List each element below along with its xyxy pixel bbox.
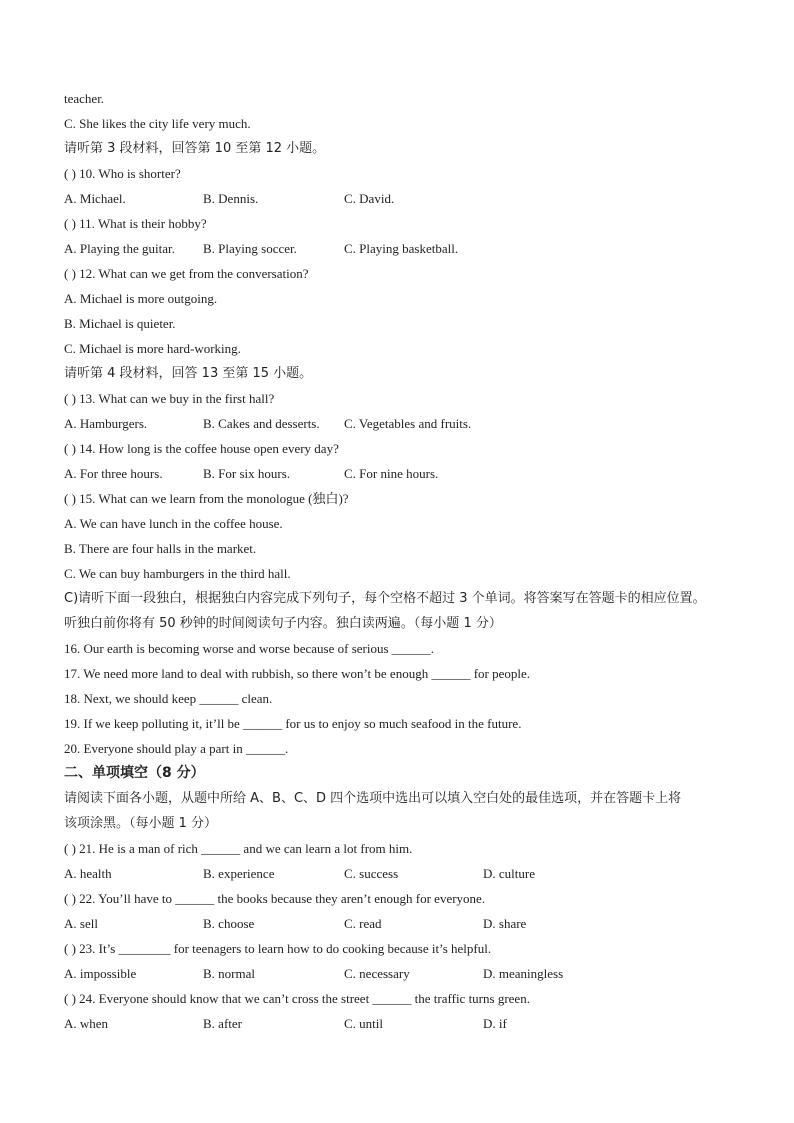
section-title: 二、单项填空（8 分） [64,765,205,781]
option-b: B. Playing soccer. [203,241,297,256]
option-b: B. normal [203,966,255,981]
option-a: A. For three hours. [64,466,163,481]
question-23: ( ) 23. It’s ________ for teenagers to learn how to do cooking because it’s helpful. [64,941,492,956]
question-20: 20. Everyone should play a part in ______. [64,741,289,756]
question-18: 18. Next, we should keep ______ clean. [64,691,273,706]
option-d: D. if [483,1016,507,1031]
option-a: A. impossible [64,966,137,981]
section-c-instruction: C)请听下面一段独白，根据独白内容完成下列句子，每个空格不超过 3 个单词。将答案写在答题卡的相应位置。 [64,591,706,606]
option-c: C. read [344,916,382,931]
option-c: C. David. [344,191,395,206]
option-a: A. sell [64,916,98,931]
option-c: C. success [344,866,399,881]
instruction-line: 请听第 3 段材料，回答第 10 至第 12 小题。 [64,141,326,156]
option-c: C. We can buy hamburgers in the third hall. [64,566,291,581]
question-16: 16. Our earth is becoming worse and worse because of serious ______. [64,641,435,656]
option-a: A. Hamburgers. [64,416,148,431]
option-c: C. necessary [344,966,410,981]
option-d: D. share [483,916,527,931]
question-14: ( ) 14. How long is the coffee house open every day? [64,441,339,456]
option-d: D. meaningless [483,966,564,981]
option-b: B. choose [203,916,255,931]
question-22: ( ) 22. You’ll have to ______ the books because they aren’t enough for everyone. [64,891,486,906]
option-c: C. Michael is more hard-working. [64,341,241,356]
question-13: ( ) 13. What can we buy in the first hall? [64,391,275,406]
option-c: C. until [344,1016,384,1031]
question-11: ( ) 11. What is their hobby? [64,216,207,231]
option-b: B. Cakes and desserts. [203,416,320,431]
option-b: B. For six hours. [203,466,291,481]
option-a: A. Michael. [64,191,126,206]
option-d: D. culture [483,866,535,881]
question-19: 19. If we keep polluting it, it’ll be ______ for us to enjoy so much seafood in the future. [64,716,522,731]
question-10: ( ) 10. Who is shorter? [64,166,181,181]
text-line: teacher. [64,91,105,106]
option-b: B. after [203,1016,242,1031]
question-15: ( ) 15. What can we learn from the monologue (独白)? [64,491,349,506]
option-a: A. when [64,1016,109,1031]
option-line: C. She likes the city life very much. [64,116,251,131]
option-b: B. experience [203,866,275,881]
question-17: 17. We need more land to deal with rubbish, so there won’t be enough ______ for people. [64,666,531,681]
option-a: A. We can have lunch in the coffee house. [64,516,283,531]
option-b: B. Michael is quieter. [64,316,176,331]
section-instruction: 该项涂黑。（每小题 1 分） [64,816,218,831]
option-c: C. Vegetables and fruits. [344,416,472,431]
instruction-line: 请听第 4 段材料，回答 13 至第 15 小题。 [64,366,313,381]
question-12: ( ) 12. What can we get from the conversation? [64,266,309,281]
section-c-instruction: 听独白前你将有 50 秒钟的时间阅读句子内容。独白读两遍。（每小题 1 分） [64,616,502,631]
question-21: ( ) 21. He is a man of rich ______ and we can learn a lot from him. [64,841,413,856]
option-a: A. Playing the guitar. [64,241,175,256]
section-instruction: 请阅读下面各小题，从题中所给 A、B、C、D 四个选项中选出可以填入空白处的最佳选项，并在答题卡上将 [64,791,682,806]
option-b: B. Dennis. [203,191,259,206]
option-a: A. Michael is more outgoing. [64,291,218,306]
option-c: C. Playing basketball. [344,241,459,256]
option-a: A. health [64,866,112,881]
question-24: ( ) 24. Everyone should know that we can’t cross the street ______ the traffic turns green. [64,991,530,1006]
option-c: C. For nine hours. [344,466,439,481]
option-b: B. There are four halls in the market. [64,541,257,556]
